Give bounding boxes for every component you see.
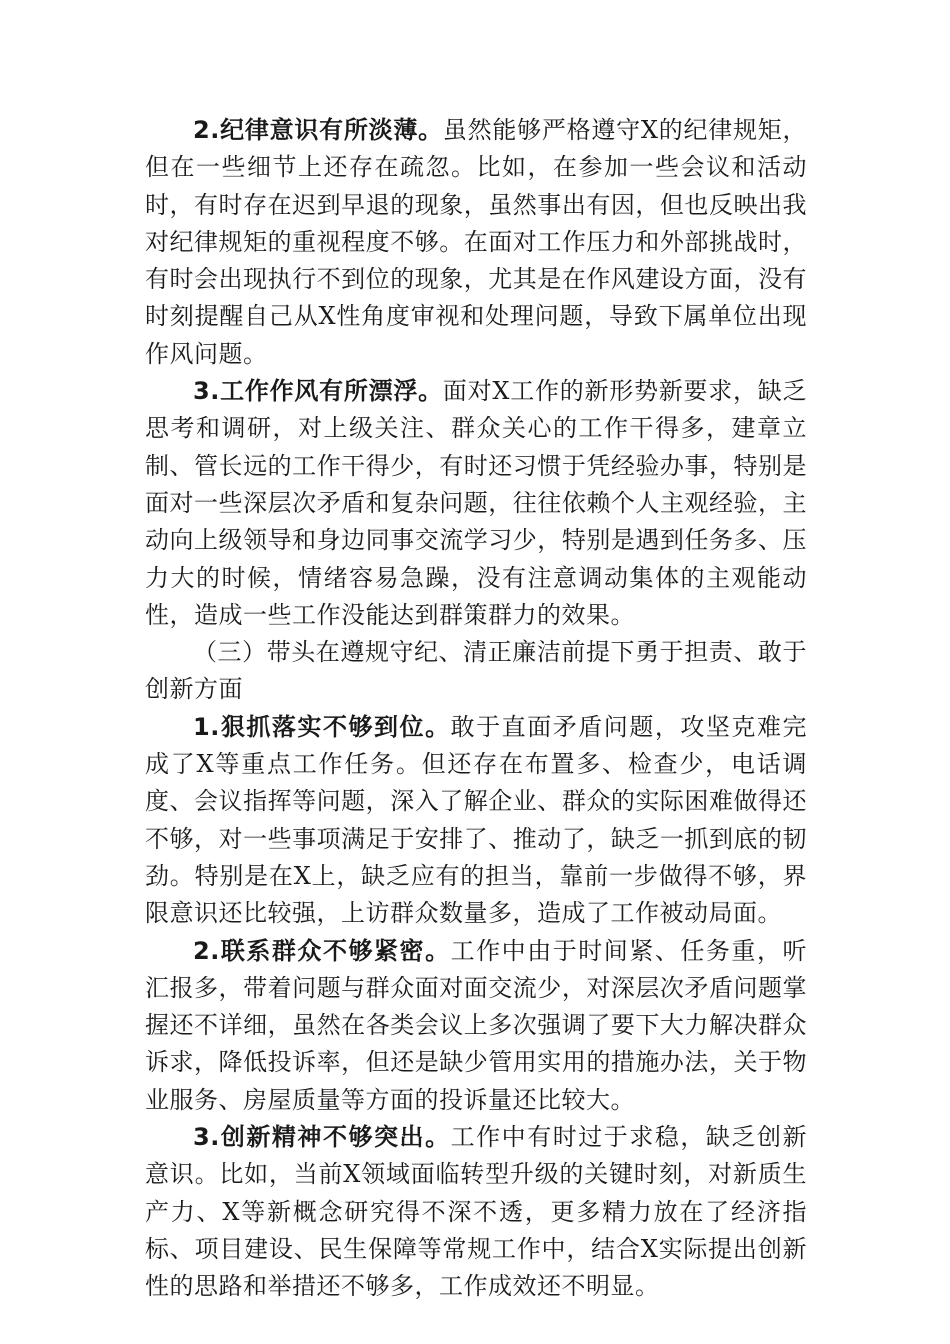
paragraph-mass-contact [145,933,807,1119]
paragraph-lead: 2.纪律意识有所淡薄。 [193,116,443,144]
paragraph-implementation [145,709,807,933]
paragraph-work-style [145,373,807,634]
paragraph-discipline-awareness [145,112,807,373]
paragraph-lead: 2.联系群众不够紧密。 [193,936,451,965]
paragraph-text: 敢于直面矛盾问题，攻坚克难完成了X等重点工作任务。但还存在布置多、检查少，电话调度、会议指挥等问题，深入了解企业、群众的实际困难做得还不够，对一些事项满足于安排了、推动了，缺乏一抓到底的韧劲。特别是在X上，缺乏应有的担当，靠前一步做得不够，界限意识还比较强，上访群众数量多，造成了工作被动局面。 [145,712,807,928]
paragraph-innovation [145,1119,807,1305]
paragraph-lead: 1.狠抓落实不够到位。 [193,712,451,741]
paragraph-lead: 3.工作作风有所漂浮。 [193,377,443,406]
paragraph-text: 工作中由于时间紧、任务重，听汇报多，带着问题与群众面对面交流少，对深层次矛盾问题掌握还不详细，虽然在各类会议上多次强调了要下大力解决群众诉求，降低投诉率，但还是缺少管用实用的措施办法，关于物业服务、房屋质量等方面的投诉量还比较大。 [145,936,807,1114]
paragraph-text: 虽然能够严格遵守X的纪律规矩，但在一些细节上还存在疏忽。比如，在参加一些会议和活动时，有时存在迟到早退的现象，虽然事出有因，但也反映出我对纪律规矩的重视程度不够。在面对工作压力和外部挑战时，有时会出现执行不到位的现象，尤其是在作风建设方面，没有时刻提醒自己从X性角度审视和处理问题，导致下属单位出现作风问题。 [145,116,807,368]
document-body [145,112,807,1306]
paragraph-text: 工作中有时过于求稳，缺乏创新意识。比如，当前X领域面临转型升级的关键时刻，对新质生产力、X等新概念研究得不深不透，更多精力放在了经济指标、项目建设、民生保障等常规工作中，结合X实际提出创新性的思路和举措还不够多，工作成效还不明显。 [145,1123,807,1301]
paragraph-lead: 3.创新精神不够突出。 [193,1123,451,1152]
section-heading-three: （三）带头在遵规守纪、清正廉洁前提下勇于担责、敢于创新方面 [145,638,807,704]
paragraph-text: 面对X工作的新形势新要求，缺乏思考和调研，对上级关注、群众关心的工作干得多，建章立制、管长远的工作干得少，有时还习惯于凭经验办事，特别是面对一些深层次矛盾和复杂问题，往往依赖个人主观经验，主动向上级领导和身边同事交流学习少，特别是遇到任务多、压力大的时候，情绪容易急躁，没有注意调动集体的主观能动性，造成一些工作没能达到群策群力的效果。 [145,377,807,629]
